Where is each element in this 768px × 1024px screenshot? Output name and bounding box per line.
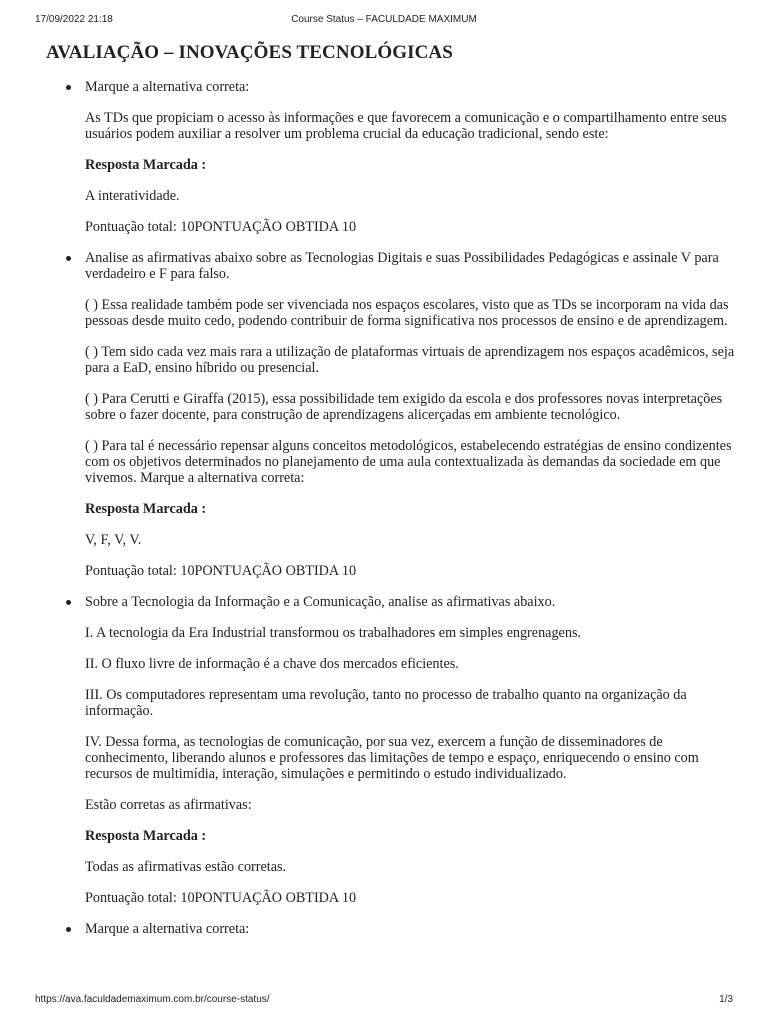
answer-label: Resposta Marcada : <box>85 157 207 173</box>
print-footer <box>35 994 733 1008</box>
marked-answer: Todas as afirmativas estão corretas. <box>85 859 287 875</box>
question-text: II. O fluxo livre de informação é a chave dos mercados eficientes. <box>85 656 459 672</box>
question-text: As TDs que propiciam o acesso às informações e que favorecem a comunicação e o compartilhamento entre seus usuários podem auxiliar a resolver um problema crucial da educação tradicional, sendo este: <box>85 110 727 142</box>
question-text: ( ) Essa realidade também pode ser vivenciada nos espaços escolares, visto que as TDs se incorporam na vida das pessoas desde muito cedo, podendo contribuir de forma significativa nos processos de ensino e de aprendizagem. <box>85 297 729 329</box>
score-text: Pontuação total: 10PONTUAÇÃO OBTIDA 10 <box>85 219 357 235</box>
question-item <box>66 594 736 906</box>
question-item <box>66 921 736 937</box>
page-url: https://ava.faculdademaximum.com.br/course-status/ <box>35 994 270 1005</box>
question-text: III. Os computadores representam uma revolução, tanto no processo de trabalho quanto na organização da informação. <box>85 687 687 719</box>
page-indicator: 1/3 <box>719 994 733 1005</box>
bullet-icon <box>66 85 71 90</box>
questions-content <box>66 79 736 952</box>
marked-answer: V, F, V, V. <box>85 532 142 548</box>
bullet-icon <box>66 256 71 261</box>
score-text: Pontuação total: 10PONTUAÇÃO OBTIDA 10 <box>85 563 357 579</box>
question-text: Estão corretas as afirmativas: <box>85 797 252 813</box>
question-text: Marque a alternativa correta: <box>85 79 250 95</box>
question-text: IV. Dessa forma, as tecnologias de comunicação, por sua vez, exercem a função de disseminadores de conhecimento, liberando alunos e professores das limitações de tempo e espaço, enriquecendo o ensino com recursos de multimídia, interação, simulações e permitindo o estudo individualizado. <box>85 734 699 782</box>
bullet-icon <box>66 600 71 605</box>
bullet-icon <box>66 927 71 932</box>
question-item <box>66 250 736 579</box>
question-text: ( ) Para tal é necessário repensar alguns conceitos metodológicos, estabelecendo estratégias de ensino condizentes com os objetivos determinados no planejamento de uma aula contextualizada às demandas da sociedade em que vivemos. Marque a alternativa correta: <box>85 438 732 486</box>
question-text: ( ) Para Cerutti e Giraffa (2015), essa possibilidade tem exigido da escola e dos professores novas interpretações sobre o fazer docente, para construção de aprendizagens alicerçadas em ambiente tecnológico. <box>85 391 723 423</box>
print-header <box>35 14 733 28</box>
question-text: Analise as afirmativas abaixo sobre as Tecnologias Digitais e suas Possibilidades Pedagógicas e assinale V para verdadeiro e F para falso. <box>85 250 719 282</box>
question-text: Sobre a Tecnologia da Informação e a Comunicação, analise as afirmativas abaixo. <box>85 594 556 610</box>
page-title: AVALIAÇÃO – INOVAÇÕES TECNOLÓGICAS <box>46 42 453 63</box>
score-text: Pontuação total: 10PONTUAÇÃO OBTIDA 10 <box>85 890 357 906</box>
question-item <box>66 79 736 235</box>
question-text: ( ) Tem sido cada vez mais rara a utilização de plataformas virtuais de aprendizagem nos espaços acadêmicos, seja para a EaD, ensino híbrido ou presencial. <box>85 344 735 376</box>
print-datetime: 17/09/2022 21:18 <box>35 14 113 25</box>
answer-label: Resposta Marcada : <box>85 501 207 517</box>
marked-answer: A interatividade. <box>85 188 180 204</box>
print-tab-title: Course Status – FACULDADE MAXIMUM <box>291 14 477 25</box>
answer-label: Resposta Marcada : <box>85 828 207 844</box>
question-text: Marque a alternativa correta: <box>85 921 250 937</box>
question-list <box>66 79 736 937</box>
question-text: I. A tecnologia da Era Industrial transformou os trabalhadores em simples engrenagens. <box>85 625 582 641</box>
